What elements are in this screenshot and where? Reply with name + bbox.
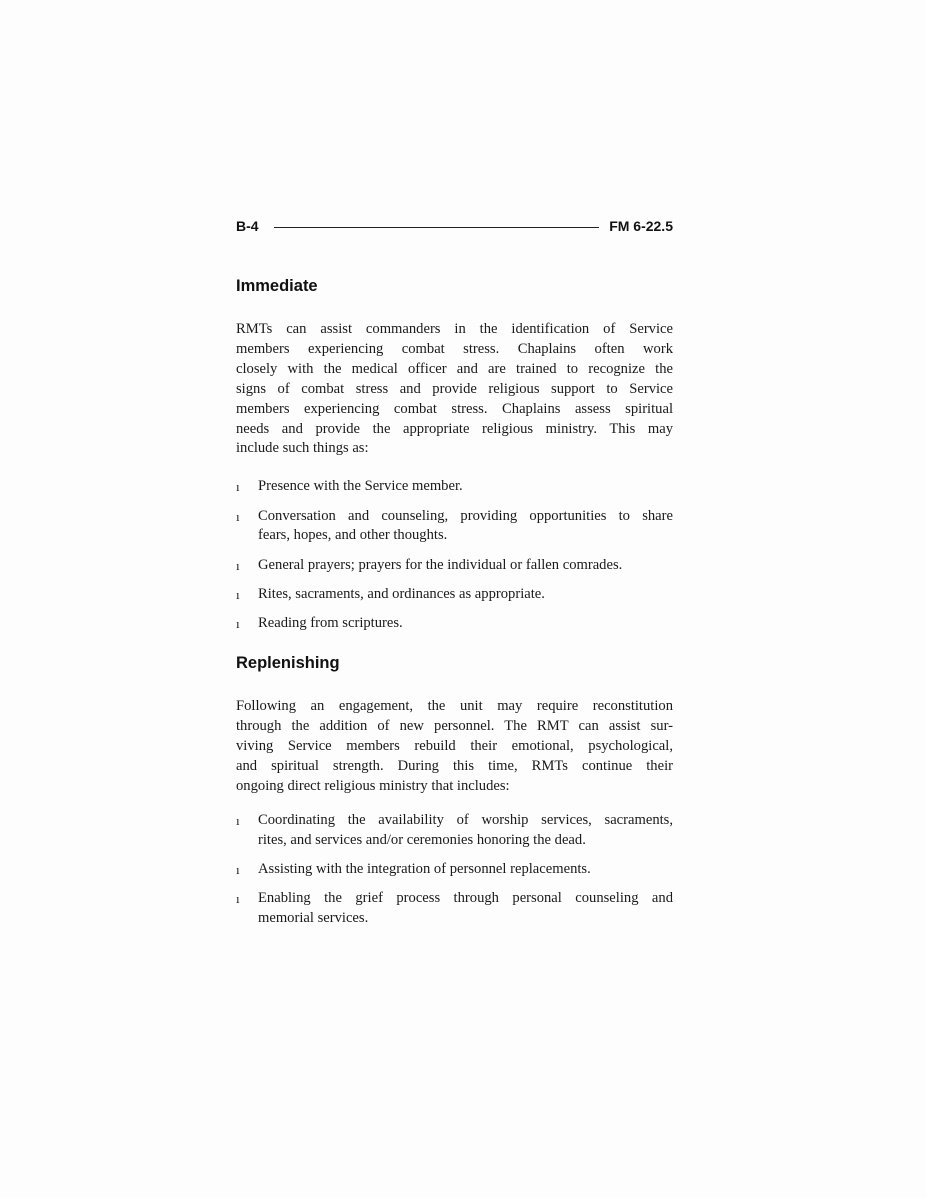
paragraph-line: members experiencing combat stress. Chaplains assess spiritual — [236, 400, 673, 417]
list-item — [236, 477, 673, 497]
bullet-marker: ı — [236, 479, 240, 495]
paragraph — [236, 320, 673, 459]
bullet-list — [236, 811, 673, 929]
list-item-text — [258, 556, 673, 576]
list-item — [236, 811, 673, 851]
list-item-line: memorial services. — [258, 910, 369, 927]
paragraph-line: closely with the medical officer and are trained to recognize the — [236, 360, 673, 377]
section-immediate — [236, 277, 673, 634]
paragraph-line: members experiencing combat stress. Chaplains often work — [236, 340, 673, 357]
list-item-text — [258, 614, 673, 634]
list-item-text — [258, 811, 673, 851]
list-item-line: Presence with the Service member. — [258, 478, 463, 495]
bullet-marker: ı — [236, 862, 240, 878]
bullet-marker: ı — [236, 813, 240, 828]
paragraph-line: RMTs can assist commanders in the identification of Service — [236, 321, 673, 337]
paragraph-line: viving Service members rebuild their emotional, psychological, — [236, 737, 673, 754]
sections-container — [236, 277, 673, 929]
page-header — [236, 219, 673, 234]
section-heading: Replenishing — [236, 653, 340, 672]
bullet-marker: ı — [236, 586, 240, 602]
paragraph-line: through the addition of new personnel. The RMT can assist sur- — [236, 717, 673, 734]
header-rule-line — [274, 227, 600, 228]
paragraph-line: Following an engagement, the unit may require reconstitution — [236, 697, 673, 714]
list-item-line: rites, and services and/or ceremonies honoring the dead. — [258, 831, 586, 848]
list-item-text — [258, 477, 673, 497]
list-item — [236, 614, 673, 634]
list-item-text — [258, 860, 673, 880]
page-content-column — [236, 0, 673, 929]
list-item-text — [258, 889, 673, 929]
list-item-line: fears, hopes, and other thoughts. — [258, 527, 448, 544]
paragraph-line: and spiritual strength. During this time, RMTs continue their — [236, 757, 673, 774]
list-item-line: Enabling the grief process through personal counseling and — [258, 890, 673, 907]
paragraph-line: ongoing direct religious ministry that includes: — [236, 777, 510, 794]
list-item-text — [258, 585, 673, 605]
list-item-line: General prayers; prayers for the individual or fallen comrades. — [258, 556, 623, 573]
bullet-marker: ı — [236, 557, 240, 573]
list-item-line: Rites, sacraments, and ordinances as appropriate. — [258, 585, 545, 602]
bullet-marker: ı — [236, 891, 240, 907]
paragraph-line: signs of combat stress and provide religious support to Service — [236, 380, 673, 397]
page-number: B-4 — [236, 218, 259, 234]
list-item-line: Reading from scriptures. — [258, 615, 403, 632]
bullet-marker: ı — [236, 508, 240, 524]
bullet-marker: ı — [236, 616, 240, 632]
paragraph-line: include such things as: — [236, 440, 369, 457]
list-item — [236, 860, 673, 880]
section-replenishing — [236, 654, 673, 929]
list-item — [236, 507, 673, 547]
list-item — [236, 585, 673, 605]
list-item-line: Conversation and counseling, providing opportunities to share — [258, 507, 673, 524]
list-item-line: Assisting with the integration of personnel replacements. — [258, 861, 591, 878]
manual-number: FM 6-22.5 — [609, 218, 673, 234]
list-item-line: Coordinating the availability of worship services, sacraments, — [258, 812, 673, 828]
bullet-list — [236, 477, 673, 634]
list-item-text — [258, 507, 673, 547]
paragraph — [236, 697, 673, 797]
list-item — [236, 556, 673, 576]
paragraph-line: needs and provide the appropriate religious ministry. This may — [236, 420, 673, 437]
section-heading: Immediate — [236, 277, 318, 295]
list-item — [236, 889, 673, 929]
